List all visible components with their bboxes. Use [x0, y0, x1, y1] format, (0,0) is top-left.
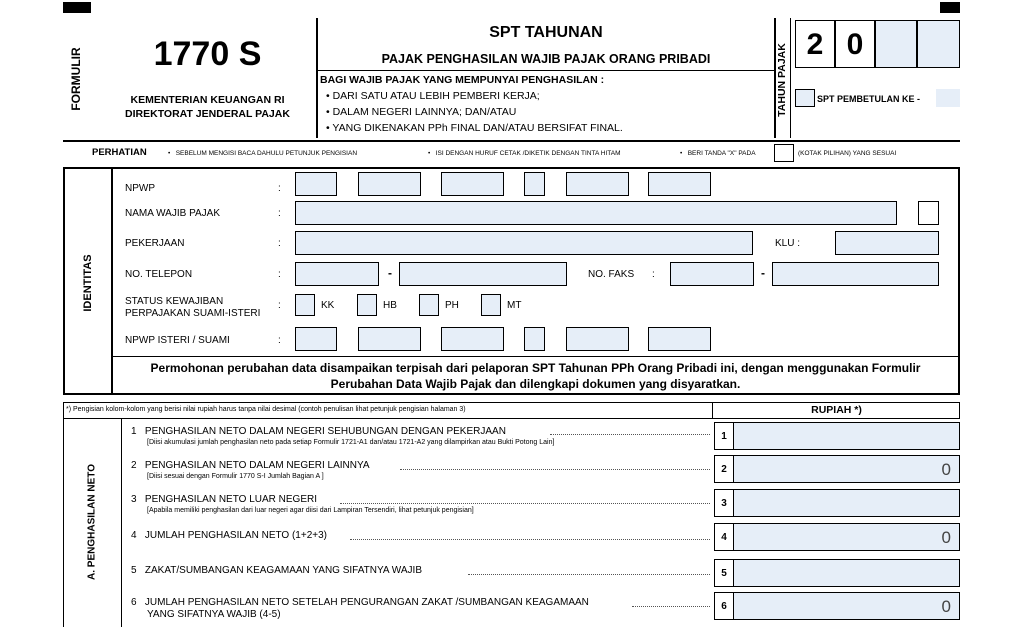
klu-field[interactable]	[835, 231, 939, 255]
title-rule	[318, 70, 774, 71]
income-type-bullet: • YANG DIKENAKAN PPh FINAL DAN/ATAU BERSIFAT FINAL.	[326, 122, 623, 134]
leader-dots	[550, 434, 710, 435]
item-note: YANG SIFATNYA WAJIB (4-5)	[147, 609, 281, 620]
colon: :	[278, 300, 281, 311]
occupation-field[interactable]	[295, 231, 753, 255]
notice-top-rule	[63, 140, 960, 142]
npwp-field-part[interactable]	[566, 172, 629, 196]
rupiah-instruction: *) Pengisian kolom-kolom yang berisi nilai rupiah harus tanpa nilai desimal (contoh penulisan lihat petunjuk pengisian halaman 3)	[66, 406, 466, 413]
spouse-npwp-field-part[interactable]	[648, 327, 711, 351]
income-value-field-1[interactable]	[734, 422, 960, 450]
status-mt-label: MT	[507, 300, 522, 311]
npwp-field-part[interactable]	[295, 172, 337, 196]
notice-text: BERI TANDA "X" PADA	[687, 150, 756, 157]
item-label: JUMLAH PENGHASILAN NETO SETELAH PENGURANGAN ZAKAT /SUMBANGAN KEAGAMAAN	[144, 597, 589, 608]
currency-header: RUPIAH *)	[811, 404, 862, 416]
registration-mark-left	[63, 2, 91, 13]
item-label: PENGHASILAN NETO DALAM NEGERI LAINNYA	[144, 460, 370, 471]
colon: :	[278, 208, 281, 219]
line-number-box: 6	[714, 592, 734, 620]
tax-year-digit-text: 2	[806, 28, 824, 61]
income-item-4	[131, 530, 327, 542]
tax-year-digit-4[interactable]	[917, 20, 960, 68]
notice-text: SEBELUM MENGISI BACA DAHULU PETUNJUK PENGISIAN	[175, 150, 358, 157]
npwp-field-part[interactable]	[648, 172, 711, 196]
item-label: ZAKAT/SUMBANGAN KEAGAMAAN YANG SIFATNYA WAJIB	[144, 565, 422, 576]
spouse-npwp-field-part[interactable]	[524, 327, 545, 351]
status-hb-label: HB	[383, 300, 397, 311]
leader-dots	[350, 539, 710, 540]
item-label: PENGHASILAN NETO LUAR NEGERI	[144, 494, 317, 505]
status-ph-label: PH	[445, 300, 459, 311]
notice-item: • BERI TANDA "X" PADA	[680, 150, 756, 157]
item-note: [Apabila memiliki penghasilan dari luar negeri agar diisi dari Lampiran Tersendiri, lihat petunjuk pengisian]	[147, 507, 474, 514]
item-number: 2	[131, 460, 137, 471]
colon: :	[278, 183, 281, 194]
spouse-npwp-field-part[interactable]	[441, 327, 504, 351]
income-item-1	[131, 426, 554, 448]
npwp-field-part[interactable]	[441, 172, 504, 196]
colon: :	[652, 269, 655, 280]
net-income-section-label: A. PENGHASILAN NETO	[86, 464, 98, 580]
npwp-field-part[interactable]	[524, 172, 545, 196]
npwp-field-part[interactable]	[358, 172, 421, 196]
leader-dots	[632, 606, 710, 607]
line-number-box: 5	[714, 559, 734, 587]
income-type-text: DARI SATU ATAU LEBIH PEMBERI KERJA;	[332, 90, 540, 102]
fax-dash: -	[761, 266, 765, 280]
fax-area-code-field[interactable]	[670, 262, 754, 286]
form-label: FORMULIR	[69, 47, 83, 111]
income-item-3	[131, 494, 474, 516]
item-number: 1	[131, 426, 137, 437]
item-number: 5	[131, 565, 137, 576]
leader-dots	[468, 574, 710, 575]
colon: :	[278, 269, 281, 280]
spouse-npwp-field-part[interactable]	[295, 327, 337, 351]
revision-checkbox[interactable]	[795, 89, 815, 107]
notice-title: PERHATIAN	[92, 147, 147, 158]
income-type-text: YANG DIKENAKAN PPh FINAL DAN/ATAU BERSIFAT FINAL.	[332, 122, 623, 134]
leader-dots	[400, 469, 710, 470]
tax-year-digit-1[interactable]	[795, 20, 835, 68]
income-type-bullet: • DALAM NEGERI LAINNYA; DAN/ATAU	[326, 106, 517, 118]
marital-tax-status-label: PERPAJAKAN SUAMI-ISTERI	[125, 308, 261, 319]
line-number-box: 3	[714, 489, 734, 517]
revision-number-field[interactable]	[936, 89, 960, 107]
income-value-field-4[interactable]: 0	[734, 523, 960, 551]
item-label: PENGHASILAN NETO DALAM NEGERI SEHUBUNGAN DENGAN PEKERJAAN	[144, 426, 506, 437]
item-number: 6	[131, 597, 137, 608]
notice-item: • ISI DENGAN HURUF CETAK /DIKETIK DENGAN TINTA HITAM	[428, 150, 621, 157]
form-code: 1770 S	[153, 35, 262, 73]
income-frame-left	[63, 419, 64, 627]
notice-text: ISI DENGAN HURUF CETAK /DIKETIK DENGAN TINTA HITAM	[435, 150, 621, 157]
form-title: SPT TAHUNAN	[489, 24, 603, 41]
tax-year-digit-text: 0	[846, 28, 864, 61]
taxpayer-name-field[interactable]	[295, 201, 897, 225]
spouse-npwp-label: NPWP ISTERI / SUAMI	[125, 335, 230, 346]
phone-dash: -	[388, 266, 392, 280]
spouse-npwp-field-part[interactable]	[358, 327, 421, 351]
status-kk-label: KK	[321, 300, 335, 311]
data-change-notice: Permohonan perubahan data disampaikan terpisah dari pelaporan SPT Tahunan PPh Orang Pribadi ini, dengan menggunakan Formulir Perubahan Data Wajib Pajak dan dilengkapi dokumen yang disyaratkan.	[150, 361, 921, 391]
tax-year-divider	[790, 18, 791, 138]
income-item-2	[131, 460, 370, 482]
fax-label: NO. FAKS	[588, 269, 635, 280]
status-hb-checkbox[interactable]	[357, 294, 377, 316]
phone-number-field[interactable]	[399, 262, 567, 286]
spouse-npwp-field-part[interactable]	[566, 327, 629, 351]
income-value-field-6[interactable]: 0	[734, 592, 960, 620]
line-number-box: 2	[714, 455, 734, 483]
target-taxpayer-label: BAGI WAJIB PAJAK YANG MEMPUNYAI PENGHASILAN :	[320, 74, 605, 86]
status-mt-checkbox[interactable]	[481, 294, 501, 316]
identity-side-divider	[111, 168, 113, 394]
phone-label: NO. TELEPON	[125, 269, 193, 280]
colon: :	[278, 335, 281, 346]
item-note: [Diisi sesuai dengan Formulir 1770 S-I Jumlah Bagian A ]	[147, 473, 324, 480]
phone-area-code-field[interactable]	[295, 262, 379, 286]
income-type-text: DALAM NEGERI LAINNYA; DAN/ATAU	[332, 106, 517, 118]
income-value-field-2[interactable]: 0	[734, 455, 960, 483]
registration-mark-right	[940, 2, 960, 13]
tax-year-digit-3[interactable]	[875, 20, 917, 68]
income-side-divider	[121, 419, 122, 627]
income-value-field-3[interactable]	[734, 489, 960, 517]
npwp-label: NPWP	[125, 183, 155, 194]
sample-checkbox	[774, 144, 794, 162]
notice-item: • SEBELUM MENGISI BACA DAHULU PETUNJUK PENGISIAN	[168, 150, 358, 157]
tax-year-label: TAHUN PAJAK	[776, 43, 788, 117]
leader-dots	[340, 503, 710, 504]
colon: :	[278, 238, 281, 249]
item-number: 4	[131, 530, 137, 541]
occupation-label: PEKERJAAN	[125, 238, 185, 249]
status-ph-checkbox[interactable]	[419, 294, 439, 316]
taxpayer-name-label: NAMA WAJIB PAJAK	[125, 208, 221, 219]
income-type-bullet: • DARI SATU ATAU LEBIH PEMBERI KERJA;	[326, 90, 540, 102]
income-item-6	[131, 597, 589, 621]
taxpayer-name-last-cell[interactable]	[918, 201, 939, 225]
item-note: [Diisi akumulasi jumlah penghasilan neto pada setiap Formulir 1721-A1 dan/atau 1721-A2 yang dilampirkan atau Bukti Potong Lain]	[147, 439, 555, 446]
line-number-box: 4	[714, 523, 734, 551]
form-subtitle: PAJAK PENGHASILAN WAJIB PAJAK ORANG PRIBADI	[381, 52, 711, 66]
fax-number-field[interactable]	[772, 262, 939, 286]
revision-label: SPT PEMBETULAN KE -	[817, 94, 921, 104]
ministry-name: KEMENTERIAN KEUANGAN RI	[130, 94, 285, 106]
income-item-5	[131, 565, 422, 577]
klu-label: KLU :	[775, 238, 801, 249]
identity-note-rule	[112, 356, 959, 357]
marital-tax-status-label: STATUS KEWAJIBAN	[125, 296, 224, 307]
identity-section-label: IDENTITAS	[82, 254, 94, 312]
notice-text: (KOTAK PILIHAN) YANG SESUAI	[798, 150, 897, 157]
item-label: JUMLAH PENGHASILAN NETO (1+2+3)	[144, 530, 328, 541]
directorate-name: DIREKTORAT JENDERAL PAJAK	[125, 108, 290, 120]
status-kk-checkbox[interactable]	[295, 294, 315, 316]
tax-year-digit-2[interactable]	[835, 20, 875, 68]
item-number: 3	[131, 494, 137, 505]
line-number-box: 1	[714, 422, 734, 450]
income-value-field-5[interactable]	[734, 559, 960, 587]
